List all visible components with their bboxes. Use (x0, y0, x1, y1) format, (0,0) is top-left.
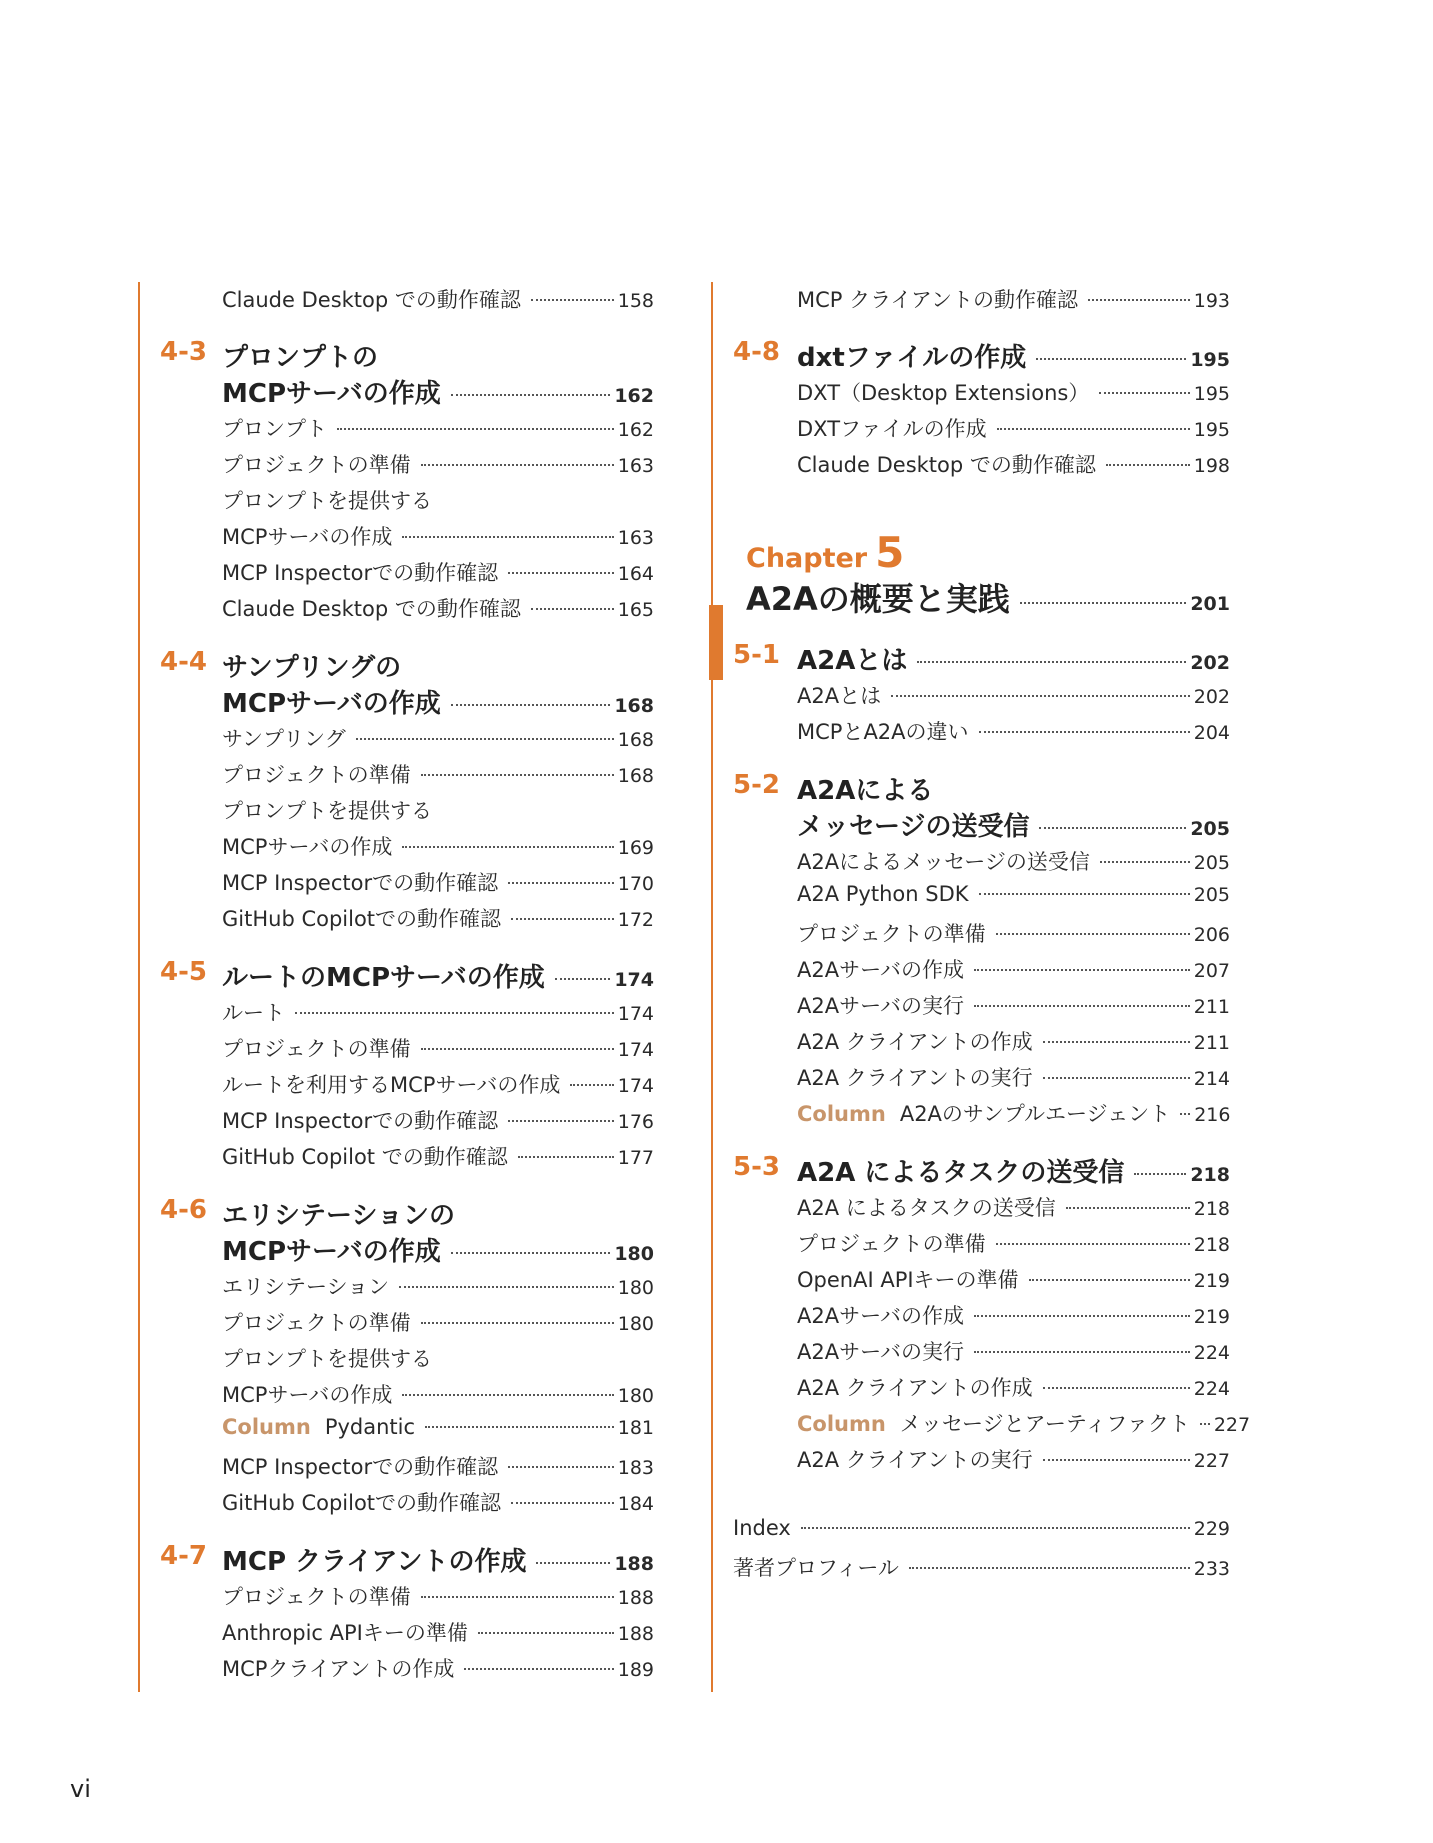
toc-entry[interactable] (797, 1192, 1230, 1222)
entry-title: A2Aのサンプルエージェント (899, 1102, 1171, 1126)
dot-leader (570, 1084, 613, 1086)
toc-entry[interactable] (222, 1271, 654, 1301)
section-title-line[interactable]: エリシテーションの (222, 1201, 455, 1231)
entry-title: プロジェクトの準備 (222, 1311, 411, 1335)
entry-title: MCPサーバの作成 (222, 379, 441, 409)
dot-leader (511, 918, 614, 920)
dot-leader (1043, 1459, 1190, 1461)
page-ref: 204 (1193, 722, 1230, 744)
page-ref: 188 (617, 1587, 654, 1609)
section-title-line[interactable]: プロンプトの (222, 343, 379, 373)
entry-title: ルートを利用するMCPサーバの作成 (222, 1073, 561, 1097)
page-ref: 164 (617, 563, 654, 585)
page-ref: 188 (617, 1623, 654, 1645)
dot-leader (399, 1286, 614, 1288)
dot-leader (425, 1426, 614, 1428)
column-tag: Column (222, 1415, 311, 1439)
page-ref: 163 (617, 527, 654, 549)
entry-title: MCPサーバの作成 (222, 835, 393, 859)
toc-entry[interactable] (797, 377, 1230, 407)
dot-leader (421, 1596, 614, 1598)
toc-entry[interactable] (797, 1336, 1230, 1366)
entry-title: MCP Inspectorでの動作確認 (222, 871, 499, 895)
entry-title: ルートのMCPサーバの作成 (222, 963, 545, 993)
dot-leader (1036, 358, 1186, 360)
toc-entry[interactable] (222, 1415, 654, 1439)
index-entry[interactable] (733, 1516, 1230, 1540)
author-profile-entry[interactable] (733, 1552, 1230, 1582)
dot-leader (451, 1252, 611, 1254)
page-ref: 218 (1190, 1164, 1230, 1186)
section-number: 4-3 (160, 337, 207, 367)
entry-title: プロンプトを提供する (222, 799, 432, 823)
section-title-line[interactable] (222, 1231, 654, 1268)
entry-title: プロンプトを提供する (222, 489, 432, 513)
dot-leader (531, 299, 614, 301)
page-ref: 227 (1213, 1414, 1251, 1436)
chapter-word: Chapter (746, 543, 868, 574)
section-title-line[interactable] (222, 1541, 654, 1578)
dot-leader (555, 978, 611, 980)
dot-leader (402, 536, 613, 538)
page-ref: 183 (617, 1457, 654, 1479)
toc-entry[interactable] (222, 1105, 654, 1135)
dot-leader (979, 893, 1190, 895)
dot-leader (421, 1048, 614, 1050)
toc-entry[interactable] (222, 593, 654, 623)
dot-leader (1066, 1207, 1190, 1209)
entry-title: A2Aサーバの実行 (797, 994, 965, 1018)
entry-title: プロジェクトの準備 (797, 922, 986, 946)
page-ref: 181 (617, 1417, 654, 1439)
page-ref: 205 (1193, 852, 1230, 874)
toc-entry[interactable] (222, 413, 654, 443)
toc-entry[interactable] (222, 903, 654, 933)
entry-title: DXTファイルの作成 (797, 417, 987, 441)
toc-entry[interactable] (797, 1300, 1230, 1330)
page-ref: 224 (1193, 1378, 1230, 1400)
page-ref: 169 (617, 837, 654, 859)
entry-title: Pydantic (324, 1415, 416, 1439)
page-ref: 224 (1193, 1342, 1230, 1364)
entry-title: A2Aサーバの作成 (797, 958, 965, 982)
entry-title: MCP クライアントの作成 (222, 1547, 527, 1577)
toc-entry[interactable] (222, 557, 654, 587)
page-ref: 180 (617, 1313, 654, 1335)
toc-entry[interactable] (222, 831, 654, 861)
section-number: 4-8 (733, 337, 780, 367)
dot-leader (508, 1466, 614, 1468)
page-ref: 218 (1193, 1234, 1230, 1256)
entry-title: A2Aサーバの作成 (797, 1304, 965, 1328)
section-title-line[interactable] (797, 1152, 1230, 1189)
page-ref: 168 (614, 695, 654, 717)
dot-leader (478, 1632, 614, 1634)
section-title-line[interactable] (797, 337, 1230, 374)
entry-title: Claude Desktop での動作確認 (222, 288, 521, 312)
toc-entry[interactable] (797, 1444, 1230, 1474)
dot-leader (508, 882, 614, 884)
dot-leader (974, 1005, 1190, 1007)
entry-title: A2Aサーバの実行 (797, 1340, 965, 1364)
dot-leader (1099, 392, 1189, 394)
page-ref: 193 (1193, 290, 1230, 312)
dot-leader (979, 731, 1190, 733)
toc-entry[interactable] (222, 867, 654, 897)
toc-entry[interactable] (222, 759, 654, 789)
dot-leader (1043, 1041, 1190, 1043)
toc-entry[interactable] (797, 990, 1230, 1020)
page-ref: 218 (1193, 1198, 1230, 1220)
page-ref: 168 (617, 765, 654, 787)
toc-entry[interactable] (222, 449, 654, 479)
entry-title: MCP Inspectorでの動作確認 (222, 561, 499, 585)
dot-leader (1200, 1423, 1210, 1425)
entry-title: MCPクライアントの作成 (222, 1657, 455, 1681)
entry-title: A2A Python SDK (797, 882, 969, 906)
section-number: 5-3 (733, 1152, 780, 1182)
entry-title: A2A によるタスクの送受信 (797, 1158, 1125, 1188)
toc-entry[interactable] (222, 1069, 654, 1099)
entry-title: 著者プロフィール (733, 1556, 899, 1580)
toc-entry[interactable] (797, 1264, 1230, 1294)
section-title-line[interactable]: A2Aによる (797, 776, 934, 806)
entry-title: エリシテーション (222, 1275, 390, 1299)
entry-title: GitHub Copilotでの動作確認 (222, 1491, 502, 1515)
page-ref: 202 (1190, 652, 1230, 674)
entry-title: A2A クライアントの実行 (797, 1448, 1033, 1472)
entry-title: Claude Desktop での動作確認 (222, 597, 521, 621)
page-ref: 174 (617, 1075, 654, 1097)
dot-leader (974, 969, 1190, 971)
entry-title: プロンプト (222, 417, 327, 441)
chapter-title[interactable] (746, 574, 1230, 620)
section-number: 4-5 (160, 957, 207, 987)
entry-title: プロジェクトの準備 (797, 1232, 986, 1256)
page-ref: 195 (1193, 419, 1230, 441)
entry-title: MCP クライアントの動作確認 (797, 288, 1079, 312)
page-ref: 174 (617, 1003, 654, 1025)
entry-title: プロジェクトの準備 (222, 453, 411, 477)
page-ref: 180 (617, 1385, 654, 1407)
page-ref: 162 (617, 419, 654, 441)
toc-entry[interactable] (797, 284, 1230, 314)
toc-entry[interactable] (222, 1451, 654, 1481)
page-ref: 211 (1193, 1032, 1230, 1054)
dot-leader (508, 1120, 614, 1122)
entry-title: メッセージとアーティファクト (899, 1412, 1190, 1436)
entry-title: OpenAI APIキーの準備 (797, 1268, 1019, 1292)
dot-leader (917, 661, 1186, 663)
toc-entry[interactable] (222, 1379, 654, 1409)
entry-title: プロジェクトの準備 (222, 1585, 411, 1609)
dot-leader (974, 1315, 1190, 1317)
entry-title: GitHub Copilot での動作確認 (222, 1145, 508, 1169)
section-number: 4-6 (160, 1195, 207, 1225)
dot-leader (536, 1562, 610, 1564)
page-ref: 233 (1193, 1558, 1230, 1580)
column-tag: Column (797, 1412, 886, 1436)
page-ref: 201 (1190, 593, 1230, 615)
entry-title: Anthropic APIキーの準備 (222, 1621, 468, 1645)
toc-entry[interactable] (797, 716, 1230, 746)
page-ref: 165 (617, 599, 654, 621)
entry-title: MCPとA2Aの違い (797, 720, 969, 744)
dot-leader (402, 846, 613, 848)
entry-title: dxtファイルの作成 (797, 343, 1027, 373)
page-ref: 227 (1193, 1450, 1230, 1472)
page-ref: 163 (617, 455, 654, 477)
entry-title: A2Aとは (797, 684, 882, 708)
entry-title: MCPサーバの作成 (222, 1237, 441, 1267)
toc-entry[interactable] (222, 521, 654, 551)
section-number: 4-4 (160, 647, 207, 677)
page-ref: 202 (1193, 686, 1230, 708)
chapter-label (746, 528, 904, 577)
dot-leader (402, 1394, 613, 1396)
entry-title: メッセージの送受信 (797, 812, 1030, 842)
toc-entry[interactable] (222, 1617, 654, 1647)
dot-leader (996, 1243, 1190, 1245)
page-ref: 168 (617, 729, 654, 751)
toc-entry[interactable] (222, 1581, 654, 1611)
toc-entry[interactable] (797, 1408, 1251, 1438)
page-ref: 214 (1193, 1068, 1230, 1090)
dot-leader (464, 1668, 613, 1670)
dot-leader (518, 1156, 614, 1158)
page-ref: 219 (1193, 1270, 1230, 1292)
toc-entry[interactable] (222, 1141, 654, 1171)
section-marker (709, 605, 723, 680)
dot-leader (295, 1012, 614, 1014)
toc-entry[interactable] (797, 680, 1230, 710)
section-title-line[interactable] (222, 373, 654, 410)
entry-title: MCPサーバの作成 (222, 689, 441, 719)
entry-title: プロンプトを提供する (222, 1347, 432, 1371)
dot-leader (508, 572, 614, 574)
dot-leader (1020, 602, 1187, 604)
column-tag: Column (797, 1102, 886, 1126)
entry-title: プロジェクトの準備 (222, 1037, 411, 1061)
dot-leader (451, 704, 611, 706)
toc-entry[interactable] (797, 1372, 1230, 1402)
entry-title: ルート (222, 1001, 285, 1025)
page-ref: 216 (1194, 1104, 1231, 1126)
page-ref: 205 (1190, 818, 1230, 840)
dot-leader (997, 428, 1190, 430)
dot-leader (891, 695, 1190, 697)
dot-leader (974, 1351, 1190, 1353)
page-ref: 184 (617, 1493, 654, 1515)
page-ref: 198 (1193, 455, 1230, 477)
dot-leader (1134, 1173, 1186, 1175)
page-ref: 172 (617, 909, 654, 931)
page-ref: 229 (1193, 1518, 1230, 1540)
entry-title: A2A クライアントの作成 (797, 1030, 1033, 1054)
toc-entry[interactable] (222, 1487, 654, 1517)
section-number: 5-1 (733, 640, 780, 670)
page-number: vi (70, 1775, 91, 1803)
toc-entry[interactable] (797, 1062, 1230, 1092)
page-ref: 180 (617, 1277, 654, 1299)
section-title-line[interactable] (222, 957, 654, 994)
page-ref: 180 (614, 1243, 654, 1265)
toc-entry[interactable] (797, 449, 1230, 479)
dot-leader (996, 933, 1190, 935)
dot-leader (451, 394, 611, 396)
page-ref: 170 (617, 873, 654, 895)
entry-title: DXT（Desktop Extensions） (797, 381, 1090, 405)
page-ref: 162 (614, 385, 654, 407)
page-ref: 211 (1193, 996, 1230, 1018)
section-title-line[interactable] (797, 640, 1230, 677)
page-ref: 158 (617, 290, 654, 312)
toc-entry[interactable] (797, 882, 1230, 906)
entry-title: MCP Inspectorでの動作確認 (222, 1109, 499, 1133)
entry-title: MCP Inspectorでの動作確認 (222, 1455, 499, 1479)
page-ref: 207 (1193, 960, 1230, 982)
dot-leader (356, 738, 614, 740)
dot-leader (1043, 1387, 1190, 1389)
toc-entry[interactable] (797, 954, 1230, 984)
page-ref: 176 (617, 1111, 654, 1133)
toc-entry[interactable] (797, 1228, 1230, 1258)
toc-entry[interactable] (222, 485, 654, 515)
entry-title: GitHub Copilotでの動作確認 (222, 907, 502, 931)
entry-title: MCPサーバの作成 (222, 525, 393, 549)
toc-entry[interactable] (797, 1026, 1230, 1056)
toc-entry[interactable] (222, 1307, 654, 1337)
section-number: 5-2 (733, 770, 780, 800)
toc-right-column (711, 282, 1231, 1692)
entry-title: A2A クライアントの実行 (797, 1066, 1033, 1090)
entry-title: プロジェクトの準備 (222, 763, 411, 787)
entry-title: サンプリング (222, 727, 346, 751)
page-ref: 206 (1193, 924, 1230, 946)
toc-entry[interactable] (797, 1098, 1230, 1128)
entry-title: MCPサーバの作成 (222, 1383, 393, 1407)
toc-entry[interactable] (797, 918, 1230, 948)
page-ref: 188 (614, 1553, 654, 1575)
dot-leader (1043, 1077, 1190, 1079)
section-title-line[interactable]: サンプリングの (222, 653, 402, 683)
page-ref: 195 (1193, 383, 1230, 405)
entry-title: A2Aの概要と実践 (746, 580, 1010, 618)
page-ref: 205 (1193, 884, 1230, 906)
page-ref: 189 (617, 1659, 654, 1681)
dot-leader (531, 608, 614, 610)
page-ref: 177 (617, 1147, 654, 1169)
section-number: 4-7 (160, 1541, 207, 1571)
dot-leader (421, 464, 614, 466)
page-ref: 195 (1190, 349, 1230, 371)
dot-leader (421, 774, 614, 776)
toc-entry[interactable] (797, 846, 1230, 876)
dot-leader (1100, 861, 1190, 863)
entry-title: A2Aとは (797, 646, 908, 676)
dot-leader (909, 1567, 1190, 1569)
entry-title: Claude Desktop での動作確認 (797, 453, 1096, 477)
dot-leader (421, 1322, 614, 1324)
page-ref: 174 (614, 969, 654, 991)
toc-entry[interactable] (222, 1343, 654, 1373)
toc-entry[interactable] (222, 723, 654, 753)
dot-leader (1088, 299, 1190, 301)
toc-entry[interactable] (222, 1033, 654, 1063)
dot-leader (1029, 1279, 1190, 1281)
page-ref: 219 (1193, 1306, 1230, 1328)
dot-leader (511, 1502, 614, 1504)
dot-leader (1106, 464, 1190, 466)
entry-title: A2A によるタスクの送受信 (797, 1196, 1056, 1220)
dot-leader (337, 428, 614, 430)
entry-title: Index (733, 1516, 791, 1540)
section-title-line[interactable] (797, 806, 1230, 843)
toc-entry[interactable] (222, 795, 654, 825)
entry-title: A2A クライアントの作成 (797, 1376, 1033, 1400)
section-title-line[interactable] (222, 683, 654, 720)
entry-title: A2Aによるメッセージの送受信 (797, 850, 1090, 874)
toc-entry[interactable] (222, 284, 654, 314)
toc-entry[interactable] (222, 1653, 654, 1683)
dot-leader (1039, 827, 1186, 829)
dot-leader (801, 1527, 1190, 1529)
dot-leader (1180, 1113, 1190, 1115)
toc-entry[interactable] (222, 997, 654, 1027)
toc-entry[interactable] (797, 413, 1230, 443)
chapter-number: 5 (875, 528, 905, 577)
page-ref: 174 (617, 1039, 654, 1061)
